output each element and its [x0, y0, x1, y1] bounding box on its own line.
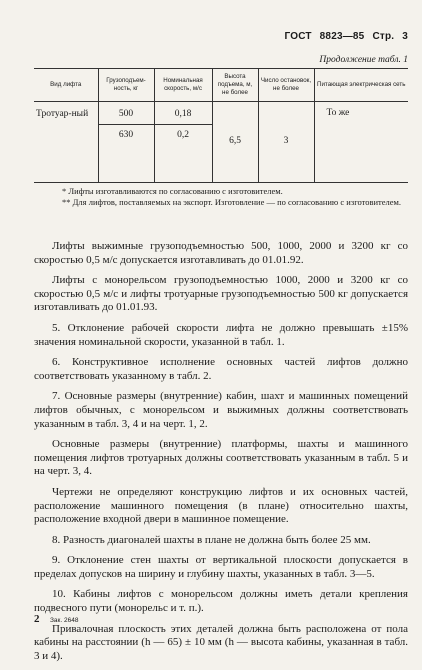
- network-cell: То же: [314, 102, 408, 180]
- paragraph: 5. Отклонение рабочей скорости лифта не должно превышать ±15% значения номинальной скорости, указанной в табл. 1.: [34, 321, 408, 348]
- footnotes: [34, 186, 408, 208]
- page-footer: [34, 613, 78, 625]
- table-row: [34, 102, 408, 180]
- capacity-value: 500: [99, 104, 154, 125]
- stops-cell: 3: [258, 102, 314, 180]
- column-header: Число остановок, не более: [258, 69, 314, 102]
- paragraph: 7. Основные размеры (внутренние) кабин, шахт и машинных помещений лифтов обычных, с монорельсом и выжимных должны соответствовать указанным в табл. 3, 4 и на черт. 1, 2.: [34, 390, 408, 430]
- footer-page-number: 2: [34, 613, 40, 625]
- paragraph: Чертежи не определяют конструкцию лифтов и их основных частей, расположение машинного помещения (в плане) относительно шахты, расположение входной двери в машинное помещение.: [34, 485, 408, 526]
- speed-value: 0,18: [155, 104, 212, 125]
- print-order-number: Зак. 2648: [50, 617, 79, 624]
- lift-type-cell: Тротуар-ный: [36, 109, 89, 119]
- column-header: Питающая электрическая сеть: [314, 69, 408, 102]
- column-header: Грузоподъем-ность, кг: [98, 69, 154, 102]
- standard-label: ГОСТ: [284, 31, 312, 42]
- paragraph: 10. Кабины лифтов с монорельсом должны иметь детали крепления подвесного пути (монорельс и т. п.).: [34, 588, 408, 615]
- table-end-row: [34, 180, 408, 183]
- column-header: Номинальная скорость, м/с: [154, 69, 212, 102]
- paragraph: Лифты выжимные грузоподъемностью 500, 1000, 2000 и 3200 кг со скоростью 0,5 м/с допускается изготавливать до 01.01.92.: [34, 240, 408, 266]
- paragraph: Лифты с монорельсом грузоподъемностью 1000, 2000 и 3200 кг со скоростью 0,5 м/с и лифты тротуарные грузоподъемностью 500 кг допускается изготавливать до 01.01.93.: [34, 274, 408, 314]
- body-text: [34, 240, 408, 670]
- speed-cell: [154, 102, 212, 180]
- standard-number: 8823—85: [319, 31, 365, 42]
- table-header-row: [34, 69, 408, 102]
- footnote: * Лифты изготавливаются по согласованию с изготовителем.: [62, 186, 283, 196]
- page-number: 3: [402, 31, 408, 42]
- column-header: Вид лифта: [34, 69, 98, 102]
- paragraph: 9. Отклонение стен шахты от вертикальной плоскости допускается в пределах допусков на ширину и глубину шахты, указанных в табл. 3—5.: [34, 554, 408, 580]
- speed-value: 0,2: [177, 130, 189, 140]
- table-continuation-label: Продолжение табл. 1: [319, 55, 408, 65]
- page-label: Стр.: [372, 31, 395, 42]
- page-header: [279, 31, 408, 42]
- capacity-value: 630: [118, 130, 134, 140]
- paragraph: Привалочная плоскость этих деталей должна быть расположена от пола кабины на расстоянии (h — 65) ± 10 мм (h — высота кабины, указанная в табл. 3 и 4).: [34, 622, 408, 662]
- paragraph: Основные размеры (внутренние) платформы, шахты и машинного помещения лифтов тротуарных должны соответствовать указанным в табл. 5 и на черт. 3, 4.: [34, 438, 408, 478]
- height-cell: 6,5: [212, 102, 258, 180]
- specs-table: [34, 68, 408, 183]
- paragraph: 8. Разность диагоналей шахты в плане не должна быть более 25 мм.: [52, 533, 371, 546]
- paragraph: 6. Конструктивное исполнение основных частей лифтов должно соответствовать указанному в табл. 2.: [34, 356, 408, 382]
- column-header: Высота подъема, м, не более: [212, 69, 258, 102]
- footnote: ** Для лифтов, поставляемых на экспорт. Изготовление — по согласованию с изготовителем.: [62, 197, 402, 207]
- capacity-cell: [98, 102, 154, 180]
